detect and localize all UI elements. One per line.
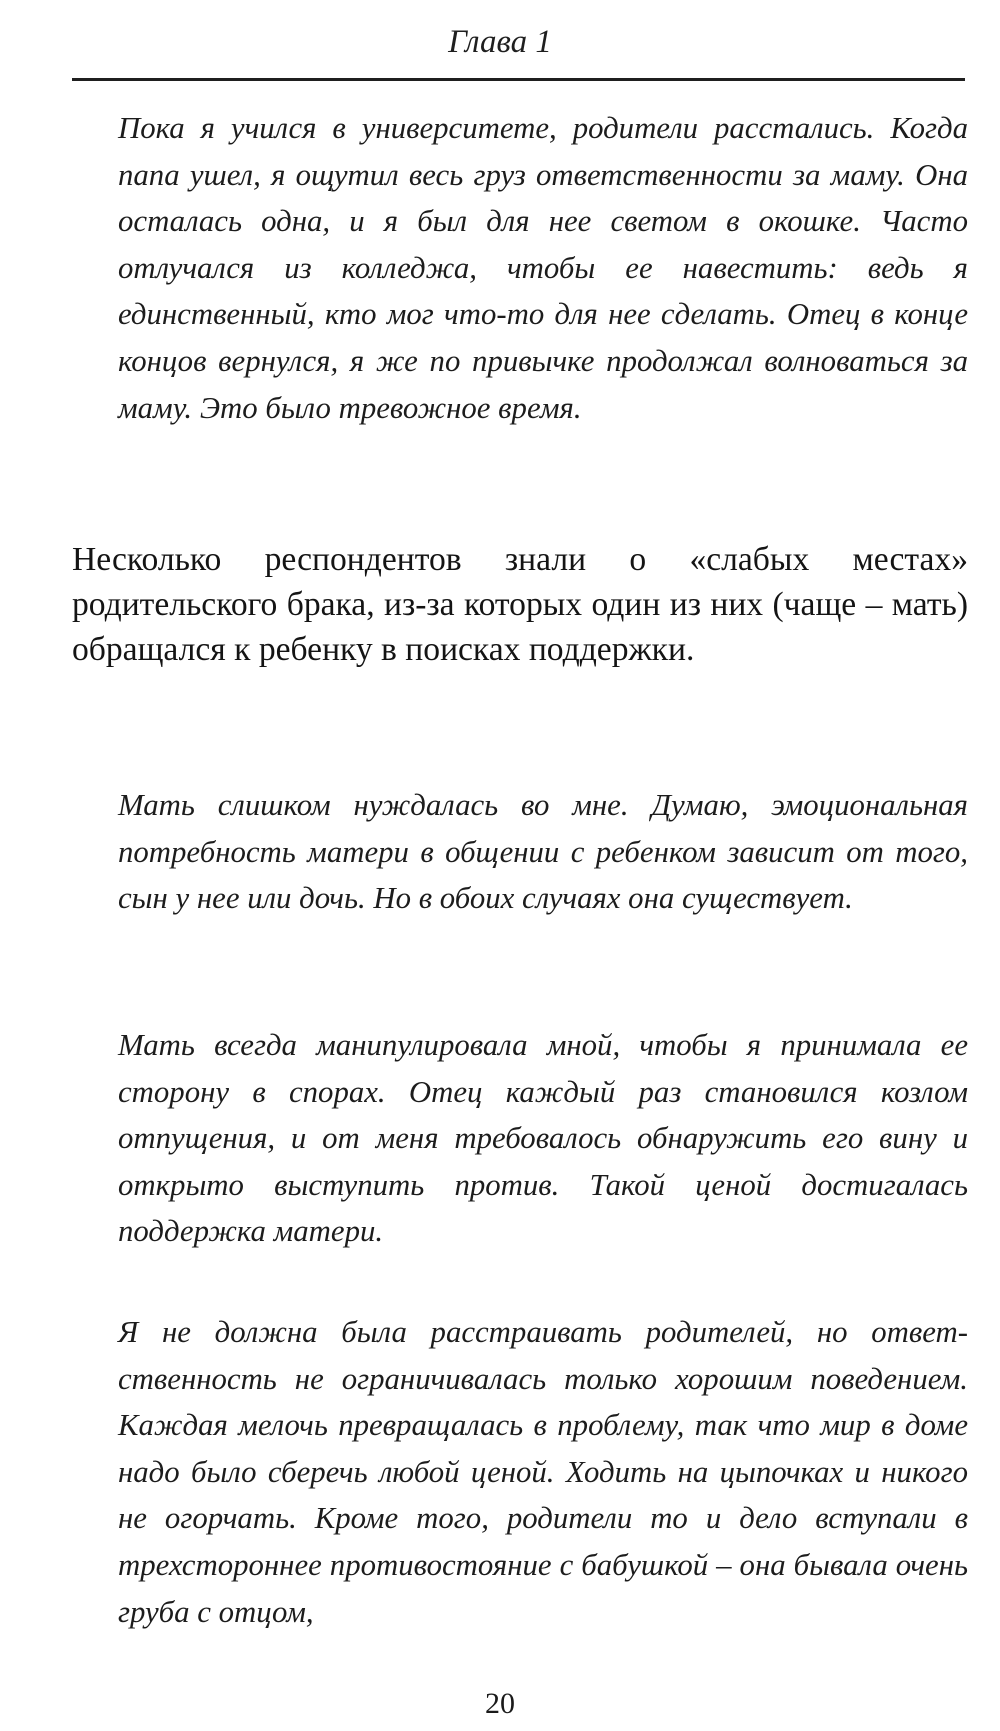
header-rule (72, 78, 965, 81)
quote-paragraph-2: Мать слишком нуждалась во мне. Думаю, эмоциональная потребность матери в общении с ребенком зависит от того, сын у нее или дочь. Но в обоих случаях она существует. (118, 788, 968, 916)
body-paragraph-1: Несколько респондентов знали о «слабых местах» родительского брака, из-за которых один из них (чаще – мать) обращался к ребенку в поисках поддержки. (72, 541, 968, 668)
page-number: 20 (485, 1687, 515, 1720)
running-header: Глава 1 (448, 24, 552, 60)
quote-paragraph-3: Мать всегда манипулировала мной, чтобы я принимала ее сторону в спорах. Отец каждый раз становился козлом отпущения, и от меня требовалось обнаружить его вину и открыто выступить против. Такой ценой достигалась поддержка матери. (118, 1028, 968, 1249)
quote-paragraph-4: Я не должна была расстраивать родителей, но ответственность не ограничивалась только хорошим поведением. Каждая мелочь превращалась в проблему, так что мир в доме надо было сберечь любой ценой. Ходить на цыпочках и никого не огорчать. Кроме того, родители то и дело вступали в трехстороннее противостояние с бабушкой – она бывала очень груба с отцом, (118, 1315, 968, 1629)
quote-paragraph-1: Пока я учился в университете, родители расстались. Когда папа ушел, я ощутил весь груз ответственности за маму. Она осталась одна, и я был для нее светом в окошке. Часто отлучался из колледжа, чтобы ее навестить: ведь я единственный, кто мог что-то для нее сделать. Отец в конце концов вернулся, я же по привычке продолжал волноваться за маму. Это было тревожное время. (118, 111, 968, 425)
